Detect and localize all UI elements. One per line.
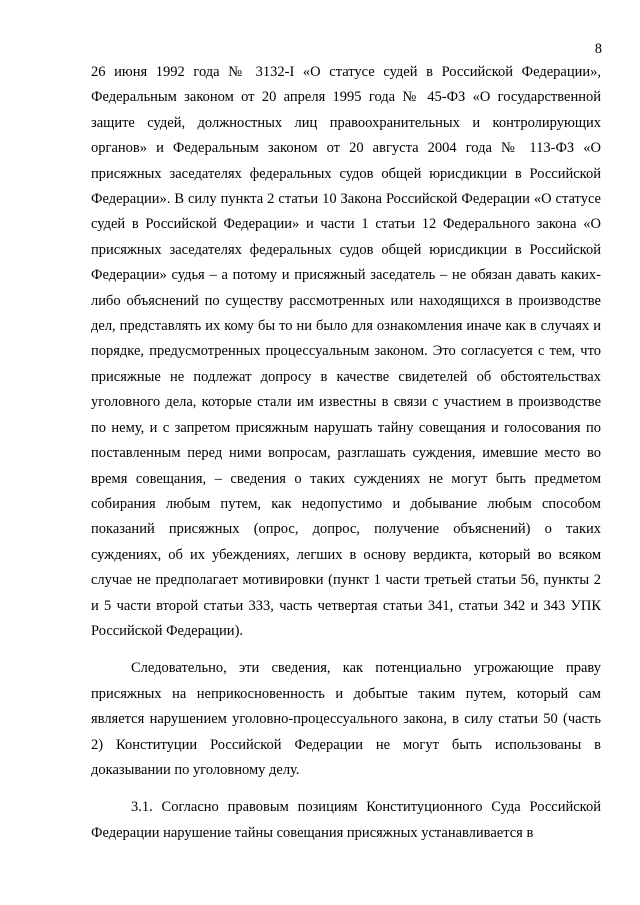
paragraph-continuation: 26 июня 1992 года № 3132-I «О статусе судей в Российской Федерации», Федеральным законом от 20 апреля 1995 года № 45-ФЗ «О государственной защите судей, должностных лиц правоохранительных и контролирующих органов» и Федеральным законом от 20 августа 2004 года № 113-ФЗ «О присяжных заседателях федеральных судов общей юрисдикции в Российской Федерации». В силу пункта 2 статьи 10 Закона Российской Федерации «О статусе судей в Российской Федерации» и части 1 статьи 12 Федерального закона «О присяжных заседателях федеральных судов общей юрисдикции в Российской Федерации» судья – а потому и присяжный заседатель – не обязан давать каких-либо объяснений по существу рассмотренных или находящихся в производстве дел, представлять их кому бы то ни было для ознакомления иначе как в случаях и порядке, предусмотренных процессуальным законом. Это согласуется с тем, что присяжные не подлежат допросу в качестве свидетелей об обстоятельствах уголовного дела, которые стали им известны в связи с участием в производстве по нему, и с запретом присяжным нарушать тайну совещания и голосования по поставленным перед ними вопросам, разглашать суждения, имевшие место во время совещания, – сведения о таких суждениях не могут быть предметом собирания любым путем, как недопустимо и добывание любым способом показаний присяжных (опрос, допрос, получение объяснений) о таких суждениях, об их убеждениях, легших в основу вердикта, который во всяком случае не предполагает мотивировки (пункт 1 части третьей статьи 56, пункты 2 и 5 части второй статьи 333, часть четвертая статьи 341, статьи 342 и 343 УПК Российской Федерации). xyxy=(91,64,601,639)
paragraph-section-3-1: 3.1. Согласно правовым позициям Конституционного Суда Российской Федерации нарушение тайны совещания присяжных устанавливается в xyxy=(91,799,601,841)
document-body xyxy=(91,60,601,846)
page-number: 8 xyxy=(594,41,602,57)
paragraph-conclusion: Следовательно, эти сведения, как потенциально угрожающие праву присяжных на неприкосновенность и добытые таким путем, который сам является нарушением уголовно-процессуального закона, в силу статьи 50 (часть 2) Конституции Российской Федерации не могут быть использованы в доказывании по уголовному делу. xyxy=(91,660,601,778)
